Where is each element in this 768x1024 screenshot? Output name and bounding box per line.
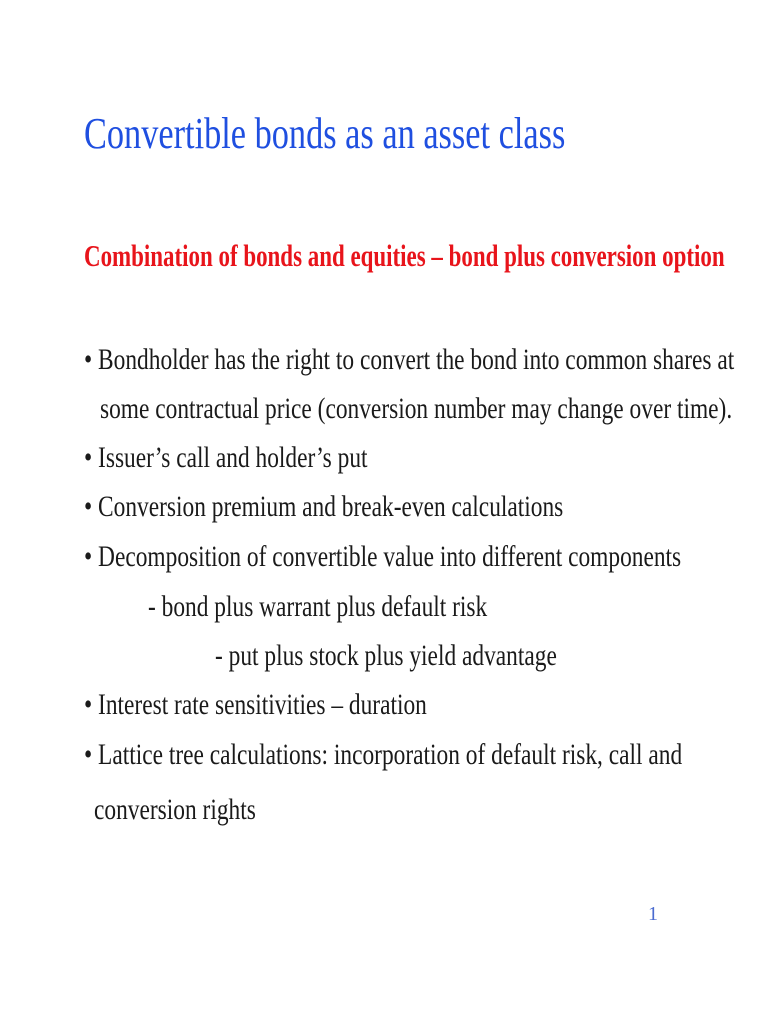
page-number: 1 [648, 903, 658, 925]
slide-title: Convertible bonds as an asset class [84, 109, 566, 158]
sub-item-bond-warrant: - bond plus warrant plus default risk [148, 590, 488, 623]
bullet-lattice-tree-continued: conversion rights [94, 793, 256, 826]
bullet-lattice-tree: • Lattice tree calculations: incorporation of default risk, call and [84, 738, 683, 771]
bullet-decomposition: • Decomposition of convertible value into different components [84, 540, 682, 573]
sub-item-put-stock: - put plus stock plus yield advantage [215, 639, 557, 672]
slide-subtitle: Combination of bonds and equities – bond plus conversion option [84, 238, 725, 273]
bullet-call-put: • Issuer’s call and holder’s put [84, 441, 368, 474]
bullet-bondholder-right: • Bondholder has the right to convert the bond into common shares at [84, 343, 735, 376]
bullet-interest-rate: • Interest rate sensitivities – duration [84, 688, 427, 721]
bullet-conversion-premium: • Conversion premium and break-even calculations [84, 490, 564, 523]
bullet-bondholder-right-continued: some contractual price (conversion number may change over time). [100, 392, 733, 425]
